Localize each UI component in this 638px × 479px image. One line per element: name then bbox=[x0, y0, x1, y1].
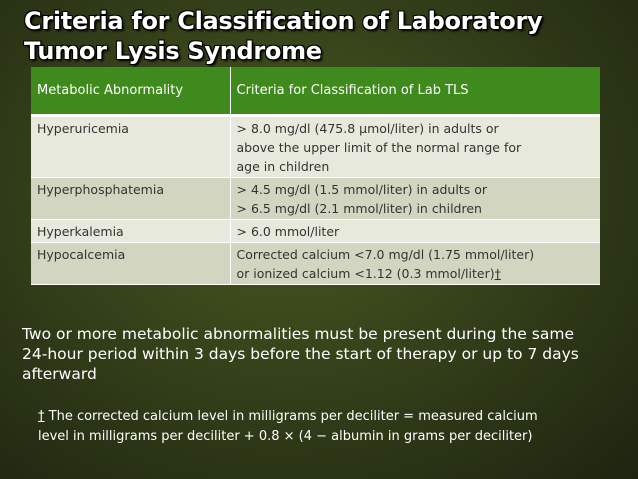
criteria-line: > 8.0 mg/dl (475.8 μmol/liter) in adults or bbox=[236, 121, 499, 136]
dagger-footnote-line-1 bbox=[38, 407, 628, 427]
dagger-footnote-line-2: level in milligrams per deciliter + 0.8 × (4 − albumin in grams per deciliter) bbox=[38, 429, 533, 444]
cell-criteria bbox=[230, 116, 600, 178]
cell-criteria bbox=[230, 243, 600, 285]
cell-abnormality: Hyperkalemia bbox=[31, 220, 230, 243]
dagger-footnote bbox=[38, 407, 628, 447]
cell-criteria bbox=[230, 178, 600, 220]
criteria-line: Corrected calcium <7.0 mg/dl (1.75 mmol/liter) bbox=[236, 247, 535, 262]
table-row-hyperuricemia bbox=[31, 116, 600, 178]
criteria-table bbox=[31, 67, 600, 285]
cell-abnormality: Hyperuricemia bbox=[31, 116, 230, 178]
dagger-mark: † bbox=[38, 409, 45, 424]
cell-abnormality: Hyperphosphatemia bbox=[31, 178, 230, 220]
table-row-hyperphosphatemia bbox=[31, 178, 600, 220]
cell-abnormality: Hypocalcemia bbox=[31, 243, 230, 285]
abnormality-requirement-note bbox=[22, 324, 622, 384]
cell-criteria bbox=[230, 220, 600, 243]
criteria-line: > 6.5 mg/dl (2.1 mmol/liter) in children bbox=[236, 201, 482, 216]
criteria-text: or ionized calcium <1.12 (0.3 mmol/liter) bbox=[236, 266, 495, 281]
table-row-hypocalcemia bbox=[31, 243, 600, 285]
header-criteria: Criteria for Classification of Lab TLS bbox=[230, 67, 600, 116]
note-line: 24-hour period within 3 days before the start of therapy or up to 7 days bbox=[22, 345, 579, 363]
criteria-line: > 6.0 mmol/liter bbox=[236, 224, 340, 239]
dagger-footnote-link[interactable]: † bbox=[494, 266, 501, 281]
note-line: afterward bbox=[22, 365, 97, 383]
criteria-line: age in children bbox=[236, 159, 330, 174]
criteria-line bbox=[237, 264, 595, 283]
slide-title bbox=[24, 6, 624, 66]
slide-title-line-2: Tumor Lysis Syndrome bbox=[24, 37, 322, 65]
dagger-footnote-text: The corrected calcium level in milligrams per deciliter = measured calcium bbox=[48, 409, 538, 424]
criteria-line: > 4.5 mg/dl (1.5 mmol/liter) in adults or bbox=[236, 182, 487, 197]
table-header-row bbox=[31, 67, 600, 116]
slide-title-line-1: Criteria for Classification of Laboratory bbox=[24, 7, 543, 35]
header-metabolic-abnormality: Metabolic Abnormality bbox=[31, 67, 230, 116]
criteria-line: above the upper limit of the normal range for bbox=[236, 140, 522, 155]
note-line: Two or more metabolic abnormalities must be present during the same bbox=[22, 325, 574, 343]
table-row-hyperkalemia bbox=[31, 220, 600, 243]
